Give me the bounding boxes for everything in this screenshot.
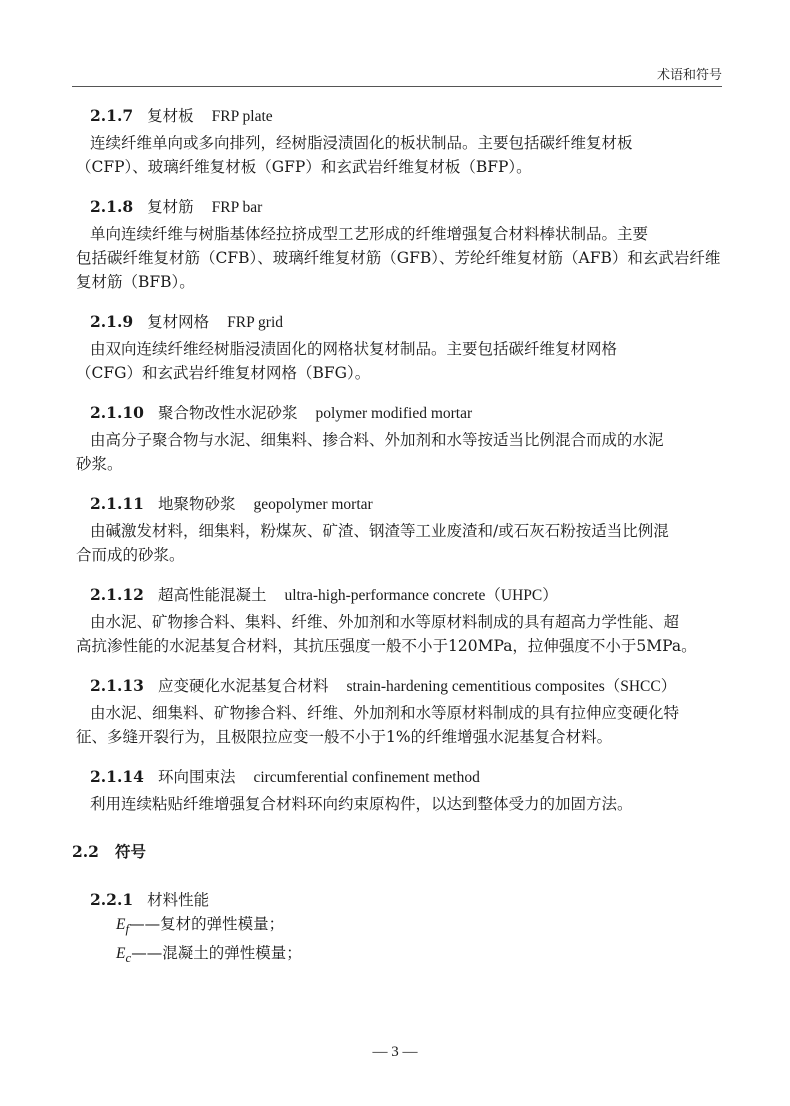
term-chinese: 聚合物改性水泥砂浆 [157, 404, 298, 422]
term-number: 2.1.13 [90, 676, 144, 695]
term-english: FRP bar [211, 199, 263, 216]
term-number: 2.1.10 [90, 403, 144, 422]
definition-line: 征、多缝开裂行为，且极限拉应变一般不小于1%的纤维增强水泥基复合材料。 [76, 728, 613, 746]
term-number: 2.1.11 [90, 494, 144, 513]
definition-line: 砂浆。 [76, 455, 123, 473]
term-entry-2-1-14 [90, 765, 722, 816]
term-definition [76, 610, 722, 658]
term-english: FRP plate [211, 108, 273, 125]
term-definition [90, 792, 722, 816]
definition-line: 由水泥、细集料、矿物掺合料、纤维、外加剂和水等原材料制成的具有拉伸应变硬化特 [90, 704, 680, 722]
term-english: polymer modified mortar [315, 405, 473, 422]
definition-line: 包括碳纤维复材筋（CFB）、玻璃纤维复材筋（GFB）、芳纶纤维复材筋（AFB）和玄武岩纤维 [76, 249, 721, 267]
term-definition [76, 131, 722, 179]
page-number: — 3 — [372, 1044, 418, 1060]
term-definition [76, 701, 722, 749]
definition-line: （CFP）、玻璃纤维复材板（GFP）和玄武岩纤维复材板（BFP）。 [76, 158, 532, 176]
term-entry-2-1-13 [76, 674, 722, 749]
term-heading [90, 104, 722, 129]
term-heading [90, 674, 722, 699]
term-english: strain-hardening cementitious composites（SHCC） [346, 678, 677, 695]
definition-line: 连续纤维单向或多向排列，经树脂浸渍固化的板状制品。主要包括碳纤维复材板 [90, 134, 633, 152]
term-chinese: 地聚物砂浆 [157, 495, 236, 513]
term-definition [76, 337, 722, 385]
definition-line: 由碱激发材料，细集料，粉煤灰、矿渣、钢渣等工业废渣和/或石灰石粉按适当比例混 [90, 522, 669, 540]
term-entry-2-1-7 [76, 104, 722, 179]
term-chinese: 复材板 [147, 107, 194, 125]
term-english: circumferential confinement method [253, 769, 480, 786]
term-chinese: 环向围束法 [157, 768, 236, 786]
definition-line: 利用连续粘贴纤维增强复合材料环向约束原构件，以达到整体受力的加固方法。 [90, 795, 633, 813]
subsection-number: 2.2.1 [90, 890, 134, 909]
symbol-line [90, 912, 722, 941]
symbol-subscript: c [125, 950, 132, 966]
term-definition [76, 222, 722, 294]
term-entry-2-1-12 [76, 583, 722, 658]
term-entry-2-1-9 [76, 310, 722, 385]
definition-line: 复材筋（BFB）。 [76, 273, 195, 291]
header-rule [72, 86, 722, 87]
section-heading [72, 840, 722, 862]
term-chinese: 超高性能混凝土 [157, 586, 267, 604]
document-body [72, 104, 722, 970]
term-heading [90, 195, 722, 220]
subsection-heading [90, 888, 722, 912]
term-number: 2.1.9 [90, 312, 134, 331]
term-entry-2-1-11 [76, 492, 722, 567]
symbol-line [90, 941, 722, 970]
definition-line: （CFG）和玄武岩纤维复材网格（BFG）。 [76, 364, 371, 382]
term-entry-2-1-10 [76, 401, 722, 476]
section-number: 2.2 [72, 842, 99, 861]
term-number: 2.1.14 [90, 767, 144, 786]
symbol-description: ——混凝土的弹性模量； [131, 944, 302, 963]
term-entry-2-1-8 [76, 195, 722, 294]
term-heading [90, 765, 722, 790]
symbol-description: ——复材的弹性模量； [129, 915, 285, 933]
term-chinese: 应变硬化水泥基复合材料 [157, 677, 329, 695]
term-heading [90, 583, 722, 608]
symbol-letter: E [116, 916, 126, 933]
definition-line: 由双向连续纤维经树脂浸渍固化的网格状复材制品。主要包括碳纤维复材网格 [90, 340, 618, 358]
term-definition [76, 428, 722, 476]
definition-line: 单向连续纤维与树脂基体经拉挤成型工艺形成的纤维增强复合材料棒状制品。主要 [90, 225, 649, 243]
term-english: geopolymer mortar [253, 496, 373, 513]
definition-line: 合而成的砂浆。 [76, 546, 185, 564]
definition-line: 由水泥、矿物掺合料、集料、纤维、外加剂和水等原材料制成的具有超高力学性能、超 [90, 613, 680, 631]
term-definition [76, 519, 722, 567]
term-number: 2.1.8 [90, 197, 134, 216]
definition-line: 高抗渗性能的水泥基复合材料，其抗压强度一般不小于120MPa，拉伸强度不小于5MPa。 [76, 637, 697, 655]
section-title: 符号 [114, 842, 146, 861]
term-number: 2.1.7 [90, 106, 134, 125]
term-heading [90, 492, 722, 517]
term-heading [90, 401, 722, 426]
term-english: FRP grid [227, 314, 284, 331]
term-number: 2.1.12 [90, 585, 144, 604]
symbol-subscript: f [125, 921, 130, 937]
definition-line: 由高分子聚合物与水泥、细集料、掺合料、外加剂和水等按适当比例混合而成的水泥 [90, 431, 664, 449]
term-english: ultra-high-performance concrete（UHPC） [284, 587, 558, 604]
symbol-letter: E [116, 945, 126, 963]
term-heading [90, 310, 722, 335]
running-header [72, 64, 722, 86]
term-chinese: 复材筋 [147, 198, 194, 216]
term-chinese: 复材网格 [147, 313, 210, 331]
subsection-title: 材料性能 [147, 891, 210, 909]
header-label: 术语和符号 [656, 68, 722, 83]
